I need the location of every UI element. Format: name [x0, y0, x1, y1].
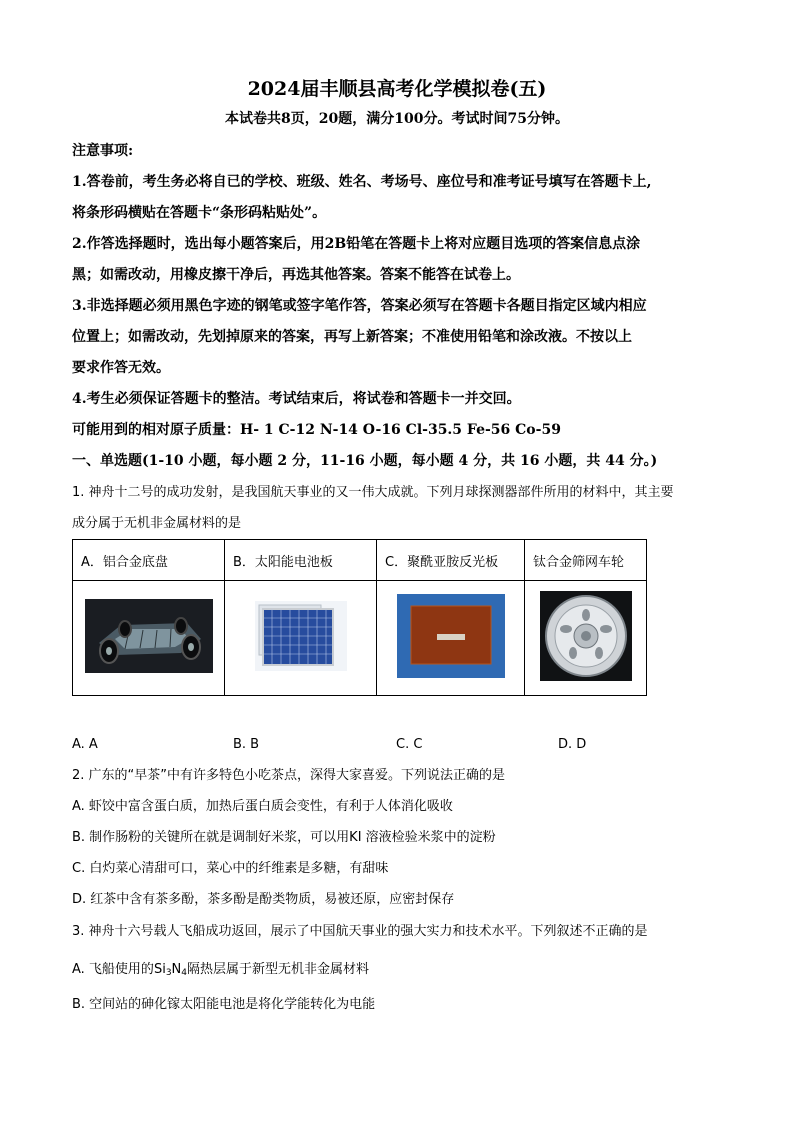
exam-subtitle: 本试卷共8页，20题，满分100分。考试时间75分钟。	[225, 111, 569, 127]
solar-panel-icon	[255, 601, 347, 671]
q2-option-c[interactable]: C. 白灼菜心清甜可口，菜心中的纤维素是多糖，有甜味	[72, 861, 389, 876]
q2-stem: 2. 广东的“早茶”中有许多特色小吃茶点，深得大家喜爱。下列说法正确的是	[72, 768, 506, 783]
q2-option-b[interactable]: B. 制作肠粉的关键所在就是调制好米浆，可以用KI 溶液检验米浆中的淀粉	[72, 830, 496, 845]
formula-si: Si	[153, 962, 166, 977]
notice-line: 将条形码横贴在答题卡“条形码粘贴处”。	[72, 205, 327, 221]
q1-choice-d[interactable]: D. D	[558, 737, 587, 752]
q3-option-b[interactable]: B. 空间站的砷化镓太阳能电池是将化学能转化为电能	[72, 997, 376, 1012]
q1-option-c-label: C．聚酰亚胺反光板	[377, 540, 525, 581]
notice-line: 4.考生必须保证答题卡的整洁。考试结束后，将试卷和答题卡一并交回。	[72, 391, 521, 407]
exam-title: 2024届丰顺县高考化学模拟卷(五)	[247, 78, 547, 100]
q1-choice-b[interactable]: B. B	[233, 737, 260, 752]
formula-n-subscript: 4	[181, 968, 188, 978]
notice-line: 3.非选择题必须用黑色字迹的钢笔或签字笔作答，答案必须写在答题卡各题目指定区域内相应	[72, 298, 647, 314]
atomic-masses: 可能用到的相对原子质量：H- 1 C-12 N-14 O-16 Cl-35.5 Fe-56 Co-59	[72, 422, 561, 438]
q3-stem: 3. 神舟十六号载人飞船成功返回，展示了中国航天事业的强大实力和技术水平。下列叙述不正确的是	[72, 924, 648, 939]
notice-line: 黑；如需改动，用橡皮擦干净后，再选其他答案。答案不能答在试卷上。	[72, 267, 520, 283]
q1-option-b-label: B．太阳能电池板	[225, 540, 377, 581]
notice-heading: 注意事项:	[72, 143, 134, 159]
q1-choice-c[interactable]: C. C	[396, 737, 423, 752]
q1-stem-cont: 成分属于无机非金属材料的是	[72, 516, 242, 531]
q2-option-d[interactable]: D. 红茶中含有茶多酚，茶多酚是酚类物质，易被还原，应密封保存	[72, 892, 455, 907]
notice-line: 1.答卷前，考生务必将自已的学校、班级、姓名、考场号、座位号和准考证号填写在答题卡上,	[72, 174, 652, 190]
formula-si-subscript: 3	[165, 968, 172, 978]
section-heading: 一、单选题(1-10 小题，每小题 2 分，11-16 小题，每小题 4 分，共 16 小题，共 44 分。)	[72, 453, 658, 469]
q3-option-a-suffix: 隔热层属于新型无机非金属材料	[187, 962, 370, 977]
notice-line: 2.作答选择题时，选出每小题答案后，用2B铅笔在答题卡上将对应题目选项的答案信息点涂	[72, 236, 641, 252]
q1-stem: 1. 神舟十二号的成功发射，是我国航天事业的又一伟大成就。下列月球探测器部件所用的材料中，其主要	[72, 485, 674, 500]
formula-n: N	[171, 962, 182, 977]
wheel-hub-icon	[540, 591, 632, 681]
q1-option-a-label: A．铝合金底盘	[73, 540, 225, 581]
q1-option-c-image	[377, 581, 525, 696]
q1-option-d-label: 钛合金筛网车轮	[525, 540, 647, 581]
q1-choice-a[interactable]: A. A	[72, 737, 98, 752]
q1-option-d-image	[525, 581, 647, 696]
q1-option-a-image	[73, 581, 225, 696]
notice-line: 要求作答无效。	[72, 360, 170, 376]
q3-option-a-prefix: A. 飞船使用的	[72, 962, 154, 977]
polyimide-panel-icon	[397, 594, 505, 678]
car-chassis-icon	[85, 599, 213, 673]
q1-option-b-image	[225, 581, 377, 696]
notice-line: 位置上；如需改动，先划掉原来的答案，再写上新答案；不准使用铅笔和涂改液。不按以上	[72, 329, 632, 345]
q3-option-a[interactable]	[72, 960, 732, 983]
q1-options-table	[72, 539, 647, 696]
q2-option-a[interactable]: A. 虾饺中富含蛋白质，加热后蛋白质会变性，有利于人体消化吸收	[72, 799, 453, 814]
